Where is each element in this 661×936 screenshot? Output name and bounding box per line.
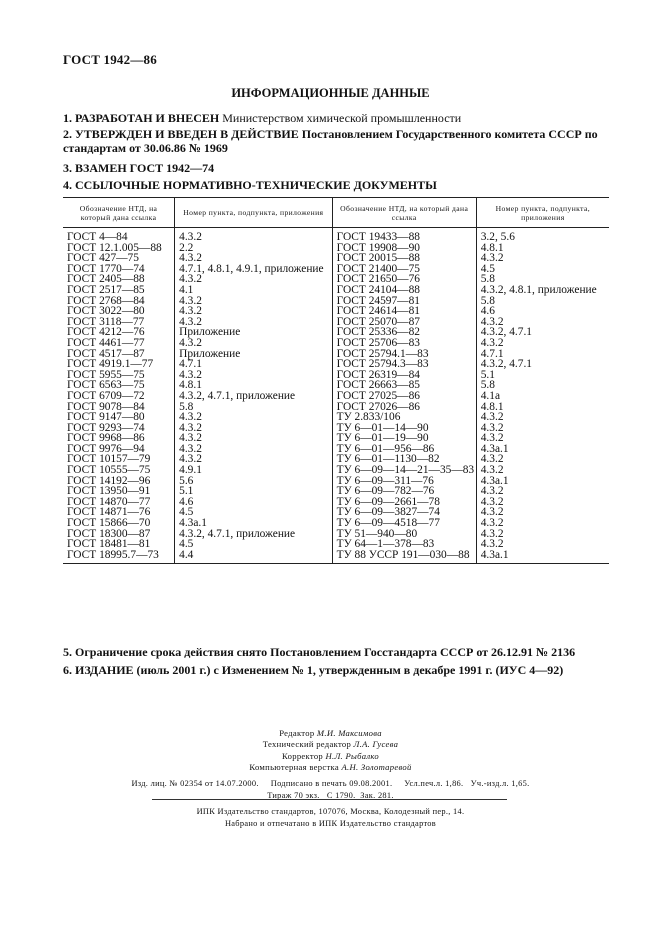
cell-clause-1: 4.3.2 [175, 228, 333, 243]
cell-clause-1: 2.2 [175, 243, 333, 254]
info-item-2 [63, 127, 611, 155]
printer-line-2: Набрано и отпечатано в ИПК Издательство стандартов [224, 818, 437, 828]
cell-clause-2: 4.3.2 [476, 507, 609, 518]
cell-ntd-1: ГОСТ 14871—76 [67, 506, 151, 519]
cell-clause-2: 4.3.2, 4.8.1, приложение [476, 285, 609, 296]
cell-ntd-2: ТУ 6—09—14—21—35—83 [332, 465, 476, 476]
cell-ntd-2: ТУ 6—01—19—90 [332, 433, 476, 444]
cell-ntd-1: ГОСТ 18300—87 [67, 527, 151, 540]
item-number: 6. [63, 663, 72, 677]
cell-clause-2: 4.3а.1 [476, 550, 609, 564]
cell-clause-1: 4.3.2 [175, 370, 333, 381]
cell-clause-1: 4.7.1 [175, 359, 333, 370]
cell-ntd-1: ГОСТ 4517—87 [67, 347, 145, 360]
cell-clause-2: 5.8 [476, 296, 609, 307]
cell-ntd-1: ГОСТ 4461—77 [67, 336, 145, 349]
column-header-clause-1: Номер пункта, подпункта, приложения [175, 198, 333, 228]
cell-ntd-2: ГОСТ 25336—82 [332, 327, 476, 338]
cell-ntd-1: ГОСТ 5955—75 [67, 368, 145, 381]
credit-proofreader: Корректор Н.Л. Рыбалко [282, 750, 379, 761]
column-header-clause-2: Номер пункта, подпункта, приложения [476, 198, 609, 228]
table-row [63, 338, 609, 349]
info-item-5 [63, 645, 611, 659]
cell-clause-1: 4.3.2 [175, 317, 333, 328]
cell-clause-1: 4.5 [175, 507, 333, 518]
cell-clause-2: 4.3.2 [476, 539, 609, 550]
cell-clause-1: 4.3.2 [175, 296, 333, 307]
cell-ntd-1: ГОСТ 3118—77 [67, 315, 145, 328]
credits-block [0, 728, 661, 774]
cell-ntd-1: ГОСТ 18481—81 [67, 538, 151, 551]
cell-ntd-1: ГОСТ 6709—72 [67, 389, 145, 402]
cell-ntd-2: ТУ 88 УССР 191—030—88 [332, 550, 476, 564]
column-header-ntd-2: Обозначение НТД, на который дана ссылка [332, 198, 476, 228]
column-header-ntd-1: Обозначение НТД, на который дана ссылка [63, 198, 175, 228]
cell-ntd-2: ТУ 64—1—378—83 [332, 539, 476, 550]
table-row [63, 228, 609, 243]
cell-ntd-1: ГОСТ 2768—84 [67, 294, 145, 307]
cell-clause-1: 4.3.2 [175, 454, 333, 465]
cell-clause-2: 5.1 [476, 370, 609, 381]
cell-clause-1: 4.4 [175, 550, 333, 564]
item-text: Министерством химической промышленности [222, 111, 462, 125]
cell-ntd-1: ГОСТ 13950—91 [67, 485, 151, 498]
cell-ntd-2: ГОСТ 25070—87 [332, 317, 476, 328]
cell-ntd-1: ГОСТ 4919.1—77 [67, 358, 154, 371]
cell-ntd-1: ГОСТ 9078—84 [67, 400, 145, 413]
cell-clause-2: 4.3.2 [476, 497, 609, 508]
cell-ntd-2: ТУ 6—01—956—86 [332, 444, 476, 455]
table-row [63, 243, 609, 254]
cell-ntd-2: ГОСТ 20015—88 [332, 253, 476, 264]
cell-clause-2: 4.1а [476, 391, 609, 402]
cell-clause-2: 4.3.2 [476, 465, 609, 476]
cell-clause-1: 5.8 [175, 402, 333, 413]
item-heading: ВЗАМЕН ГОСТ 1942—74 [75, 161, 215, 175]
info-item-6 [63, 663, 611, 677]
item-heading: Ограничение срока действия снято Постановлением Госстандарта СССР от 26.12.91 № 2136 [75, 645, 576, 659]
table-row [63, 550, 609, 564]
cell-ntd-1: ГОСТ 14870—77 [67, 495, 151, 508]
cell-clause-2: 4.3.2 [476, 486, 609, 497]
references-table [63, 197, 609, 564]
cell-clause-2: 4.3.2 [476, 433, 609, 444]
page-header: ГОСТ 1942—86 [63, 52, 157, 67]
info-item-4 [63, 178, 611, 192]
cell-clause-2: 4.3.2 [476, 518, 609, 529]
cell-ntd-2: ТУ 6—01—14—90 [332, 423, 476, 434]
info-item-1 [63, 111, 611, 125]
cell-ntd-2: ТУ 2.833/106 [332, 412, 476, 423]
cell-clause-2: 4.3.2 [476, 253, 609, 264]
cell-clause-2: 3.2, 5.6 [476, 228, 609, 243]
table-body [63, 228, 609, 564]
cell-clause-2: 4.3.2 [476, 529, 609, 540]
cell-ntd-1: ГОСТ 10157—79 [67, 453, 151, 466]
table-row [63, 391, 609, 402]
cell-ntd-2: ТУ 6—09—4518—77 [332, 518, 476, 529]
item-heading: ИЗДАНИЕ (июль 2001 г.) с Изменением № 1, утвержденным в декабре 1991 г. (ИУС 4—92) [75, 663, 564, 677]
cell-clause-2: 4.3.2 [476, 454, 609, 465]
cell-clause-1: 5.6 [175, 476, 333, 487]
cell-clause-2: 4.8.1 [476, 243, 609, 254]
item-heading: УТВЕРЖДЕН И ВВЕДЕН В ДЕЙСТВИЕ [75, 127, 299, 141]
cell-ntd-2: ТУ 6—09—2661—78 [332, 497, 476, 508]
cell-ntd-1: ГОСТ 4—84 [67, 231, 128, 243]
cell-ntd-1: ГОСТ 18995.7—73 [63, 550, 175, 564]
cell-ntd-2: ТУ 6—01—1130—82 [332, 454, 476, 465]
cell-clause-1: 4.3.2 [175, 423, 333, 434]
cell-clause-2: 4.7.1 [476, 349, 609, 360]
cell-clause-2: 5.8 [476, 274, 609, 285]
cell-ntd-2: ТУ 6—09—782—76 [332, 486, 476, 497]
cell-ntd-1: ГОСТ 427—75 [67, 252, 139, 265]
cell-clause-1: 4.5 [175, 539, 333, 550]
cell-clause-1: 4.3.2 [175, 338, 333, 349]
cell-ntd-2: ГОСТ 19908—90 [332, 243, 476, 254]
cell-clause-2: 4.3.2, 4.7.1 [476, 359, 609, 370]
table-row [63, 285, 609, 296]
item-text: Постановлением Государственного комитета СССР по стандартам от 30.06.86 № 1969 [63, 127, 598, 155]
item-number: 2. [63, 127, 72, 141]
publication-line-1: Изд. лиц. № 02354 от 14.07.2000. Подписано в печать 09.08.2001. Усл.печ.л. 1,86. Уч.-изд.л. 1,65. [131, 779, 530, 788]
cell-clause-2: 4.3.2 [476, 423, 609, 434]
cell-clause-2: 4.3.2 [476, 317, 609, 328]
cell-clause-1: 4.3а.1 [175, 518, 333, 529]
cell-ntd-2: ГОСТ 25794.3—83 [332, 359, 476, 370]
cell-clause-1: 4.1 [175, 285, 333, 296]
credit-editor: Редактор М.И. Максимова [279, 728, 382, 738]
cell-ntd-1: ГОСТ 15866—70 [67, 517, 151, 530]
table-row [63, 306, 609, 317]
page-title: ИНФОРМАЦИОННЫЕ ДАННЫЕ [231, 86, 430, 100]
cell-clause-2: 5.8 [476, 380, 609, 391]
cell-ntd-2: ГОСТ 24614—81 [332, 306, 476, 317]
credit-layout: Компьютерная верстка А.Н. Золотаревой [249, 762, 412, 773]
cell-ntd-1: ГОСТ 2517—85 [67, 283, 145, 296]
credit-tech-editor: Технический редактор Л.А. Гусева [262, 739, 399, 750]
table-header-row [63, 198, 609, 228]
cell-ntd-2: ТУ 6—09—3827—74 [332, 507, 476, 518]
cell-ntd-2: ГОСТ 25706—83 [332, 338, 476, 349]
cell-ntd-1: ГОСТ 1770—74 [67, 262, 145, 275]
cell-ntd-2: ГОСТ 25794.1—83 [332, 349, 476, 360]
cell-clause-2: 4.3.2, 4.7.1 [476, 327, 609, 338]
cell-clause-1: Приложение [175, 327, 333, 338]
cell-clause-2: 4.8.1 [476, 402, 609, 413]
cell-ntd-2: ГОСТ 21400—75 [332, 264, 476, 275]
item-heading: ССЫЛОЧНЫЕ НОРМАТИВНО-ТЕХНИЧЕСКИЕ ДОКУМЕНТЫ [75, 178, 437, 192]
cell-ntd-1: ГОСТ 14192—96 [67, 474, 151, 487]
cell-clause-2: 4.3.2 [476, 412, 609, 423]
item-number: 4. [63, 178, 72, 192]
cell-clause-1: 5.1 [175, 486, 333, 497]
cell-ntd-2: ГОСТ 27025—86 [332, 391, 476, 402]
cell-clause-1: 4.3.2 [175, 412, 333, 423]
cell-clause-2: 4.3а.1 [476, 476, 609, 487]
cell-ntd-1: ГОСТ 12.1.005—88 [67, 241, 162, 254]
printer-line-1: ИПК Издательство стандартов, 107076, Москва, Колодезный пер., 14. [196, 807, 465, 816]
cell-ntd-2: ГОСТ 24104—88 [332, 285, 476, 296]
item-heading: РАЗРАБОТАН И ВНЕСЕН [75, 111, 220, 125]
cell-ntd-1: ГОСТ 4212—76 [67, 326, 145, 339]
cell-clause-1: 4.3.2 [175, 274, 333, 285]
item-number: 1. [63, 111, 72, 125]
cell-ntd-2: ГОСТ 27026—86 [332, 402, 476, 413]
cell-ntd-1: ГОСТ 6563—75 [67, 379, 145, 392]
cell-ntd-2: ГОСТ 19433—88 [332, 228, 476, 243]
cell-ntd-1: ГОСТ 9147—80 [67, 411, 145, 424]
cell-clause-1: 4.9.1 [175, 465, 333, 476]
cell-clause-2: 4.3а.1 [476, 444, 609, 455]
cell-clause-1: 4.3.2, 4.7.1, приложение [175, 391, 333, 402]
publication-line-2: Тираж 70 экз. С 1790. Зак. 281. [267, 790, 394, 800]
publication-info [0, 778, 661, 801]
cell-ntd-2: ГОСТ 21650—76 [332, 274, 476, 285]
cell-ntd-1: ГОСТ 9968—86 [67, 432, 145, 445]
cell-clause-1: 4.8.1 [175, 380, 333, 391]
cell-ntd-2: ТУ 6—09—311—76 [332, 476, 476, 487]
cell-ntd-2: ГОСТ 24597—81 [332, 296, 476, 307]
cell-ntd-2: ГОСТ 26319—84 [332, 370, 476, 381]
cell-ntd-2: ТУ 51—940—80 [332, 529, 476, 540]
cell-clause-1: 4.3.2, 4.7.1, приложение [175, 529, 333, 540]
cell-clause-1: 4.6 [175, 497, 333, 508]
cell-ntd-2: ГОСТ 26663—85 [332, 380, 476, 391]
cell-ntd-1: ГОСТ 9976—94 [67, 442, 145, 455]
cell-clause-1: 4.3.2 [175, 306, 333, 317]
cell-ntd-1: ГОСТ 3022—80 [67, 305, 145, 318]
cell-clause-1: Приложение [175, 349, 333, 360]
info-item-3 [63, 161, 611, 175]
cell-clause-2: 4.5 [476, 264, 609, 275]
divider [152, 799, 507, 800]
item-number: 5. [63, 645, 72, 659]
printer-info [0, 806, 661, 829]
item-number: 3. [63, 161, 72, 175]
cell-clause-1: 4.3.2 [175, 444, 333, 455]
cell-ntd-1: ГОСТ 10555—75 [67, 464, 151, 477]
cell-ntd-1: ГОСТ 9293—74 [67, 421, 145, 434]
cell-clause-1: 4.3.2 [175, 433, 333, 444]
cell-clause-2: 4.6 [476, 306, 609, 317]
cell-clause-2: 4.3.2 [476, 338, 609, 349]
cell-clause-1: 4.7.1, 4.8.1, 4.9.1, приложение [175, 264, 333, 275]
cell-ntd-1: ГОСТ 2405—88 [67, 273, 145, 286]
cell-clause-1: 4.3.2 [175, 253, 333, 264]
